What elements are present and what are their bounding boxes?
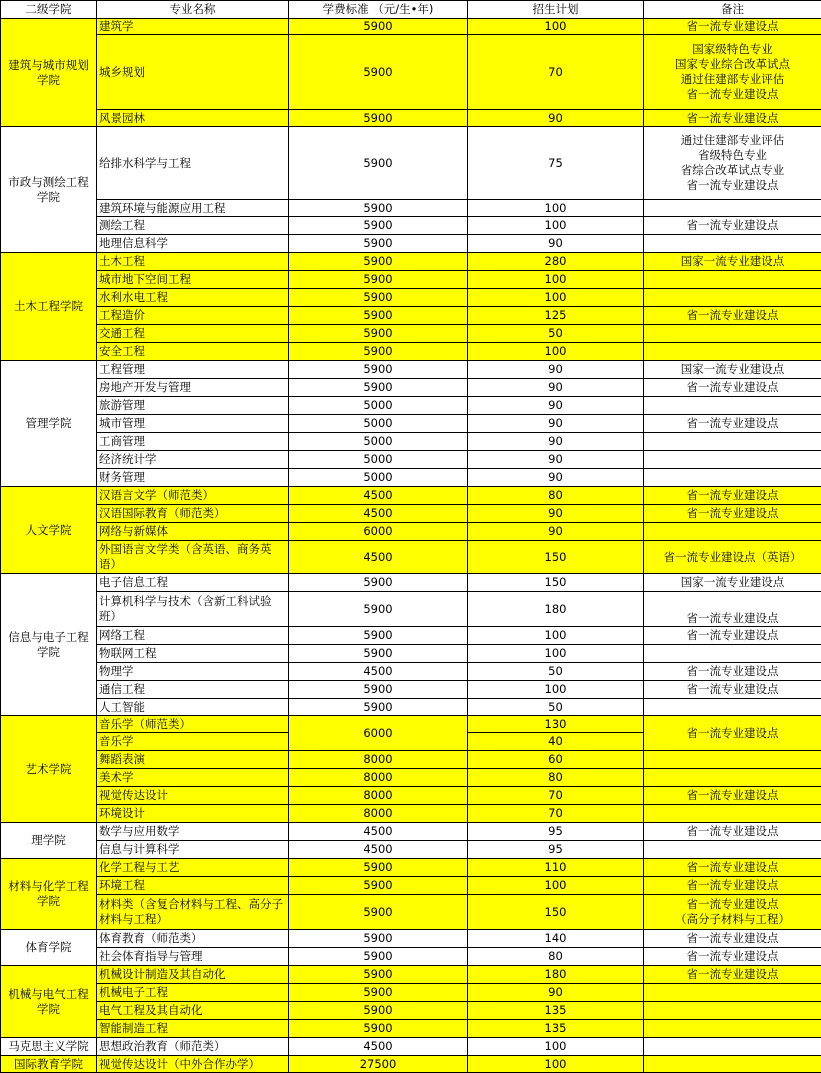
header-college: 二级学院 bbox=[1, 1, 97, 19]
plan-cell: 180 bbox=[468, 592, 644, 627]
fee-cell: 5900 bbox=[289, 307, 468, 325]
table-row bbox=[1, 930, 821, 948]
major-cell: 美术学 bbox=[97, 769, 289, 787]
major-cell: 财务管理 bbox=[97, 469, 289, 487]
table-row bbox=[1, 325, 821, 343]
major-cell: 交通工程 bbox=[97, 325, 289, 343]
college-cell: 信息与电子工程学院 bbox=[1, 574, 97, 716]
plan-cell: 90 bbox=[468, 361, 644, 379]
fee-cell: 5900 bbox=[289, 984, 468, 1002]
fee-cell: 8000 bbox=[289, 751, 468, 769]
note-cell bbox=[644, 1056, 821, 1073]
header-fee: 学费标准 （元/生•年) bbox=[289, 1, 468, 19]
fee-cell: 5900 bbox=[289, 343, 468, 361]
plan-cell: 150 bbox=[468, 895, 644, 930]
table-row bbox=[1, 841, 821, 859]
major-cell: 地理信息科学 bbox=[97, 235, 289, 253]
plan-cell: 100 bbox=[468, 19, 644, 35]
table-row bbox=[1, 235, 821, 253]
note-cell bbox=[644, 289, 821, 307]
note-cell: 省一流专业建设点 bbox=[644, 787, 821, 805]
table-row bbox=[1, 823, 821, 841]
plan-cell: 100 bbox=[468, 217, 644, 235]
plan-cell: 100 bbox=[468, 681, 644, 699]
major-cell: 测绘工程 bbox=[97, 217, 289, 235]
plan-cell: 100 bbox=[468, 343, 644, 361]
major-cell: 信息与计算科学 bbox=[97, 841, 289, 859]
plan-cell: 135 bbox=[468, 1020, 644, 1038]
fee-cell: 5900 bbox=[289, 253, 468, 271]
table-row bbox=[1, 19, 821, 35]
major-cell: 机械设计制造及其自动化 bbox=[97, 966, 289, 984]
note-cell: 省一流专业建设点 bbox=[644, 966, 821, 984]
table-row bbox=[1, 127, 821, 200]
major-cell: 视觉传达设计（中外合作办学） bbox=[97, 1056, 289, 1073]
fee-cell: 5900 bbox=[289, 574, 468, 592]
plan-cell: 80 bbox=[468, 769, 644, 787]
fee-cell: 5900 bbox=[289, 627, 468, 645]
fee-cell: 8000 bbox=[289, 769, 468, 787]
major-cell: 社会体育指导与管理 bbox=[97, 948, 289, 966]
major-cell: 网络工程 bbox=[97, 627, 289, 645]
college-cell: 体育学院 bbox=[1, 930, 97, 966]
table-row bbox=[1, 397, 821, 415]
table-row bbox=[1, 859, 821, 877]
fee-cell: 5900 bbox=[289, 877, 468, 895]
note-cell: 省一流专业建设点 bbox=[644, 415, 821, 433]
plan-cell: 90 bbox=[468, 469, 644, 487]
plan-cell: 180 bbox=[468, 966, 644, 984]
plan-cell: 90 bbox=[468, 415, 644, 433]
note-cell bbox=[644, 200, 821, 217]
fee-cell: 6000 bbox=[289, 716, 468, 751]
plan-cell: 280 bbox=[468, 253, 644, 271]
plan-cell: 100 bbox=[468, 1056, 644, 1073]
college-cell: 国际教育学院 bbox=[1, 1056, 97, 1073]
fee-cell: 5900 bbox=[289, 127, 468, 200]
college-cell: 马克思主义学院 bbox=[1, 1038, 97, 1056]
fee-cell: 5900 bbox=[289, 948, 468, 966]
note-cell bbox=[644, 645, 821, 663]
header-major: 专业名称 bbox=[97, 1, 289, 19]
plan-cell: 100 bbox=[468, 271, 644, 289]
fee-cell: 5900 bbox=[289, 110, 468, 127]
fee-cell: 4500 bbox=[289, 487, 468, 505]
plan-cell: 50 bbox=[468, 325, 644, 343]
table-row bbox=[1, 487, 821, 505]
note-cell bbox=[644, 271, 821, 289]
note-cell: 省一流专业建设点 bbox=[644, 716, 821, 751]
table-row bbox=[1, 1002, 821, 1020]
fee-cell: 5900 bbox=[289, 930, 468, 948]
table-row bbox=[1, 984, 821, 1002]
fee-cell: 5900 bbox=[289, 645, 468, 663]
note-cell: 省一流专业建设点 bbox=[644, 307, 821, 325]
plan-cell: 100 bbox=[468, 200, 644, 217]
major-cell: 电气工程及其自动化 bbox=[97, 1002, 289, 1020]
note-cell: 通过住建部专业评估 省级特色专业 省综合改革试点专业 省一流专业建设点 bbox=[644, 127, 821, 200]
major-cell: 工程管理 bbox=[97, 361, 289, 379]
table-row bbox=[1, 469, 821, 487]
plan-cell: 90 bbox=[468, 110, 644, 127]
note-cell: 省一流专业建设点 bbox=[644, 930, 821, 948]
major-cell: 城市管理 bbox=[97, 415, 289, 433]
note-cell bbox=[644, 805, 821, 823]
note-cell bbox=[644, 235, 821, 253]
note-cell: 省一流专业建设点 bbox=[644, 877, 821, 895]
table-row bbox=[1, 1056, 821, 1073]
major-cell: 舞蹈表演 bbox=[97, 751, 289, 769]
plan-cell: 70 bbox=[468, 805, 644, 823]
major-cell: 通信工程 bbox=[97, 681, 289, 699]
major-cell: 给排水科学与工程 bbox=[97, 127, 289, 200]
major-cell: 房地产开发与管理 bbox=[97, 379, 289, 397]
major-cell: 外国语言文学类（含英语、商务英语） bbox=[97, 541, 289, 574]
fee-cell: 5900 bbox=[289, 681, 468, 699]
major-cell: 思想政治教育（师范类） bbox=[97, 1038, 289, 1056]
note-cell: 省一流专业建设点 bbox=[644, 592, 821, 627]
table-row bbox=[1, 361, 821, 379]
table-row bbox=[1, 895, 821, 930]
fee-cell: 6000 bbox=[289, 523, 468, 541]
note-cell bbox=[644, 1020, 821, 1038]
college-cell: 材料与化学工程学院 bbox=[1, 859, 97, 930]
table-row bbox=[1, 35, 821, 110]
note-cell bbox=[644, 343, 821, 361]
fee-cell: 8000 bbox=[289, 787, 468, 805]
major-cell: 土木工程 bbox=[97, 253, 289, 271]
plan-cell: 70 bbox=[468, 787, 644, 805]
note-cell bbox=[644, 751, 821, 769]
fee-cell: 5900 bbox=[289, 699, 468, 716]
fee-cell: 5900 bbox=[289, 859, 468, 877]
plan-cell: 95 bbox=[468, 841, 644, 859]
fee-cell: 5000 bbox=[289, 433, 468, 451]
plan-cell: 90 bbox=[468, 397, 644, 415]
college-cell: 建筑与城市规划学院 bbox=[1, 19, 97, 127]
note-cell: 省一流专业建设点 bbox=[644, 859, 821, 877]
fee-cell: 5900 bbox=[289, 895, 468, 930]
table-row bbox=[1, 663, 821, 681]
fee-cell: 5900 bbox=[289, 325, 468, 343]
college-cell: 机械与电气工程学院 bbox=[1, 966, 97, 1038]
note-cell: 省一流专业建设点 bbox=[644, 681, 821, 699]
fee-cell: 5900 bbox=[289, 379, 468, 397]
college-cell: 理学院 bbox=[1, 823, 97, 859]
header-row bbox=[1, 1, 821, 19]
fee-cell: 27500 bbox=[289, 1056, 468, 1073]
fee-cell: 5000 bbox=[289, 415, 468, 433]
major-cell: 人工智能 bbox=[97, 699, 289, 716]
table-row bbox=[1, 253, 821, 271]
note-cell bbox=[644, 469, 821, 487]
plan-cell: 90 bbox=[468, 505, 644, 523]
note-cell: 省一流专业建设点 bbox=[644, 379, 821, 397]
note-cell bbox=[644, 1038, 821, 1056]
plan-cell: 80 bbox=[468, 487, 644, 505]
plan-cell: 95 bbox=[468, 823, 644, 841]
major-cell: 安全工程 bbox=[97, 343, 289, 361]
plan-cell: 100 bbox=[468, 1038, 644, 1056]
major-cell: 化学工程与工艺 bbox=[97, 859, 289, 877]
fee-cell: 5900 bbox=[289, 361, 468, 379]
plan-cell: 90 bbox=[468, 235, 644, 253]
major-cell: 物联网工程 bbox=[97, 645, 289, 663]
fee-cell: 5900 bbox=[289, 217, 468, 235]
college-cell: 人文学院 bbox=[1, 487, 97, 574]
note-cell: 省一流专业建设点 bbox=[644, 823, 821, 841]
plan-cell: 100 bbox=[468, 627, 644, 645]
table-row bbox=[1, 787, 821, 805]
major-cell: 城市地下空间工程 bbox=[97, 271, 289, 289]
fee-cell: 4500 bbox=[289, 663, 468, 681]
note-cell: 省一流专业建设点 bbox=[644, 19, 821, 35]
table-row bbox=[1, 877, 821, 895]
plan-cell: 70 bbox=[468, 35, 644, 110]
note-cell: 国家一流专业建设点 bbox=[644, 574, 821, 592]
table-row bbox=[1, 627, 821, 645]
plan-cell: 100 bbox=[468, 289, 644, 307]
fee-cell: 4500 bbox=[289, 841, 468, 859]
major-cell: 工商管理 bbox=[97, 433, 289, 451]
table-row bbox=[1, 415, 821, 433]
plan-cell: 100 bbox=[468, 877, 644, 895]
table-row bbox=[1, 307, 821, 325]
major-cell: 经济统计学 bbox=[97, 451, 289, 469]
major-cell: 电子信息工程 bbox=[97, 574, 289, 592]
plan-cell: 75 bbox=[468, 127, 644, 200]
note-cell bbox=[644, 984, 821, 1002]
major-cell: 建筑学 bbox=[97, 19, 289, 35]
plan-cell: 100 bbox=[468, 645, 644, 663]
plan-cell: 90 bbox=[468, 523, 644, 541]
plan-cell: 150 bbox=[468, 574, 644, 592]
table-row bbox=[1, 505, 821, 523]
college-cell: 管理学院 bbox=[1, 361, 97, 487]
note-cell bbox=[644, 841, 821, 859]
table-row bbox=[1, 523, 821, 541]
fee-cell: 5900 bbox=[289, 289, 468, 307]
plan-cell: 80 bbox=[468, 948, 644, 966]
note-cell bbox=[644, 769, 821, 787]
major-cell: 汉语言文学（师范类） bbox=[97, 487, 289, 505]
major-cell: 体育教育（师范类） bbox=[97, 930, 289, 948]
plan-cell: 90 bbox=[468, 433, 644, 451]
note-cell bbox=[644, 451, 821, 469]
college-cell: 市政与测绘工程学院 bbox=[1, 127, 97, 253]
major-cell: 视觉传达设计 bbox=[97, 787, 289, 805]
table-row bbox=[1, 716, 821, 733]
fee-cell: 5000 bbox=[289, 397, 468, 415]
major-cell: 水利水电工程 bbox=[97, 289, 289, 307]
note-cell bbox=[644, 699, 821, 716]
plan-cell: 125 bbox=[468, 307, 644, 325]
fee-cell: 4500 bbox=[289, 505, 468, 523]
plan-cell: 50 bbox=[468, 663, 644, 681]
fee-cell: 5900 bbox=[289, 200, 468, 217]
note-cell bbox=[644, 397, 821, 415]
note-cell: 省一流专业建设点 bbox=[644, 948, 821, 966]
fee-cell: 5900 bbox=[289, 1020, 468, 1038]
table-row bbox=[1, 645, 821, 663]
major-cell: 网络与新媒体 bbox=[97, 523, 289, 541]
major-cell: 机械电子工程 bbox=[97, 984, 289, 1002]
note-cell: 省一流专业建设点（英语） bbox=[644, 541, 821, 574]
note-cell: 省一流专业建设点 bbox=[644, 487, 821, 505]
header-note: 备注 bbox=[644, 1, 821, 19]
fee-cell: 5000 bbox=[289, 451, 468, 469]
plan-cell: 40 bbox=[468, 733, 644, 751]
table-row bbox=[1, 948, 821, 966]
table-row bbox=[1, 110, 821, 127]
table-row bbox=[1, 289, 821, 307]
plan-cell: 90 bbox=[468, 451, 644, 469]
table-body bbox=[1, 1, 821, 1073]
fee-cell: 4500 bbox=[289, 541, 468, 574]
fee-cell: 5900 bbox=[289, 19, 468, 35]
table-row bbox=[1, 805, 821, 823]
fee-cell: 5900 bbox=[289, 1002, 468, 1020]
table-row bbox=[1, 200, 821, 217]
note-cell: 省一流专业建设点 bbox=[644, 663, 821, 681]
college-cell: 艺术学院 bbox=[1, 716, 97, 823]
note-cell: 国家级特色专业 国家专业综合改革试点 通过住建部专业评估 省一流专业建设点 bbox=[644, 35, 821, 110]
major-cell: 城乡规划 bbox=[97, 35, 289, 110]
table-row bbox=[1, 966, 821, 984]
table-row bbox=[1, 592, 821, 627]
table-row bbox=[1, 343, 821, 361]
fee-cell: 5000 bbox=[289, 469, 468, 487]
note-cell: 国家一流专业建设点 bbox=[644, 253, 821, 271]
table-row bbox=[1, 699, 821, 716]
major-cell: 音乐学 bbox=[97, 733, 289, 751]
major-cell: 数学与应用数学 bbox=[97, 823, 289, 841]
major-cell: 智能制造工程 bbox=[97, 1020, 289, 1038]
major-cell: 环境设计 bbox=[97, 805, 289, 823]
note-cell: 省一流专业建设点 （高分子材料与工程） bbox=[644, 895, 821, 930]
table-row bbox=[1, 681, 821, 699]
note-cell: 省一流专业建设点 bbox=[644, 217, 821, 235]
plan-cell: 90 bbox=[468, 984, 644, 1002]
plan-cell: 110 bbox=[468, 859, 644, 877]
fee-cell: 5900 bbox=[289, 271, 468, 289]
plan-cell: 50 bbox=[468, 699, 644, 716]
table-row bbox=[1, 451, 821, 469]
major-cell: 音乐学（师范类） bbox=[97, 716, 289, 733]
fee-cell: 5900 bbox=[289, 235, 468, 253]
major-cell: 物理学 bbox=[97, 663, 289, 681]
header-plan: 招生计划 bbox=[468, 1, 644, 19]
table-row bbox=[1, 379, 821, 397]
plan-cell: 60 bbox=[468, 751, 644, 769]
plan-cell: 150 bbox=[468, 541, 644, 574]
college-cell: 土木工程学院 bbox=[1, 253, 97, 361]
table-row bbox=[1, 769, 821, 787]
table-row bbox=[1, 574, 821, 592]
note-cell bbox=[644, 523, 821, 541]
note-cell: 国家一流专业建设点 bbox=[644, 361, 821, 379]
note-cell: 省一流专业建设点 bbox=[644, 505, 821, 523]
fee-cell: 5900 bbox=[289, 35, 468, 110]
fee-cell: 4500 bbox=[289, 1038, 468, 1056]
major-cell: 旅游管理 bbox=[97, 397, 289, 415]
note-cell bbox=[644, 325, 821, 343]
note-cell bbox=[644, 1002, 821, 1020]
major-cell: 风景园林 bbox=[97, 110, 289, 127]
fee-cell: 5900 bbox=[289, 966, 468, 984]
major-cell: 工程造价 bbox=[97, 307, 289, 325]
table-row bbox=[1, 541, 821, 574]
major-cell: 材料类（含复合材料与工程、高分子材料与工程） bbox=[97, 895, 289, 930]
major-cell: 计算机科学与技术（含新工科试验班） bbox=[97, 592, 289, 627]
major-cell: 汉语国际教育（师范类） bbox=[97, 505, 289, 523]
table-row bbox=[1, 271, 821, 289]
table-row bbox=[1, 217, 821, 235]
major-cell: 建筑环境与能源应用工程 bbox=[97, 200, 289, 217]
table-row bbox=[1, 751, 821, 769]
plan-cell: 90 bbox=[468, 379, 644, 397]
table-row bbox=[1, 1038, 821, 1056]
major-cell: 环境工程 bbox=[97, 877, 289, 895]
table-row bbox=[1, 433, 821, 451]
note-cell: 省一流专业建设点 bbox=[644, 110, 821, 127]
note-cell bbox=[644, 433, 821, 451]
plan-cell: 130 bbox=[468, 716, 644, 733]
fee-cell: 8000 bbox=[289, 805, 468, 823]
table-row bbox=[1, 1020, 821, 1038]
plan-cell: 140 bbox=[468, 930, 644, 948]
fee-cell: 5900 bbox=[289, 592, 468, 627]
fee-cell: 4500 bbox=[289, 823, 468, 841]
plan-cell: 135 bbox=[468, 1002, 644, 1020]
note-cell: 省一流专业建设点 bbox=[644, 627, 821, 645]
